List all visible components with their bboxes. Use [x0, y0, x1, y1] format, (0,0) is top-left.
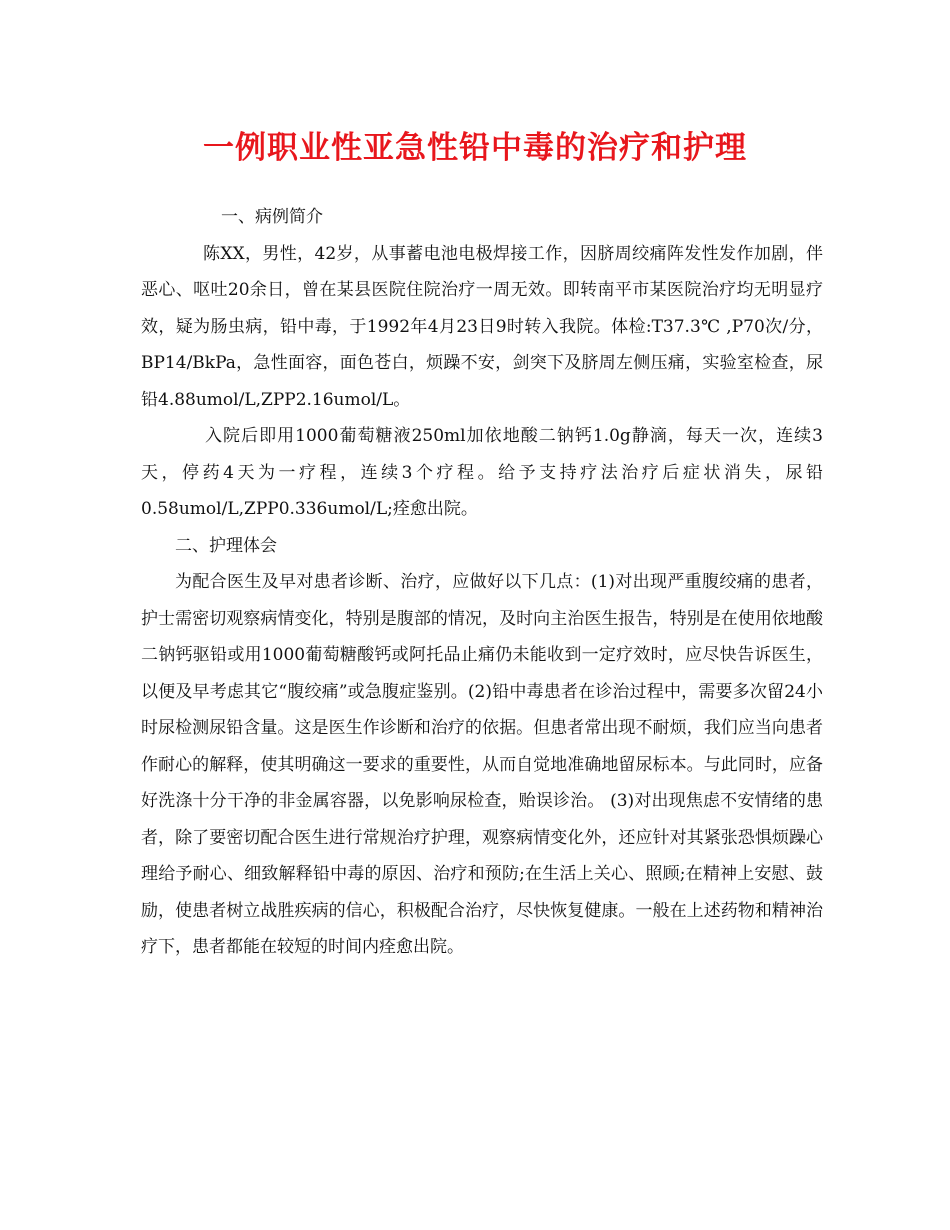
document-title: 一例职业性亚急性铅中毒的治疗和护理 — [203, 130, 747, 166]
treatment-paragraph: 入院后即用1000葡萄糖液250ml加依地酸二钠钙1.0g静滴，每天一次，连续3天，停药4天为一疗程，连续3个疗程。给予支持疗法治疗后症状消失，尿铅0.58umol/L,ZPP0.336umol/L;痊愈出院。 — [141, 426, 823, 519]
section-heading-case-summary: 一、病例简介 — [221, 207, 323, 227]
case-description-paragraph: 陈XX，男性，42岁，从事蓄电池电极焊接工作，因脐周绞痛阵发性发作加剧，伴恶心、呕吐20余日，曾在某县医院住院治疗一周无效。即转南平市某医院治疗均无明显疗效，疑为肠虫病，铅中毒，于1992年4月23日9时转入我院。体检:T37.3℃ ,P70次/分，BP14/BkPa，急性面容，面色苍白，烦躁不安，剑突下及脐周左侧压痛，实验室检查，尿铅4.88umol/L,ZPP2.16umol/L。 — [141, 243, 823, 410]
nursing-paragraph: 为配合医生及早对患者诊断、治疗，应做好以下几点：(1)对出现严重腹绞痛的患者，护士需密切观察病情变化，特别是腹部的情况，及时向主治医生报告，特别是在使用依地酸二钠钙驱铅或用1000葡萄糖酸钙或阿托品止痛仍未能收到一定疗效时，应尽快告诉医生，以便及早考虑其它“腹绞痛”或急腹症鉴别。(2)铅中毒患者在诊治过程中，需要多次留24小时尿检测尿铅含量。这是医生作诊断和治疗的依据。但患者常出现不耐烦，我们应当向患者作耐心的解释，使其明确这一要求的重要性，从而自觉地准确地留尿标本。与此同时，应备好洗涤十分干净的非金属容器，以免影响尿检查，贻误诊治。 (3)对出现焦虑不安情绪的患者，除了要密切配合医生进行常规治疗护理，观察病情变化外，还应针对其紧张恐惧烦躁心理给予耐心、细致解释铅中毒的原因、治疗和预防;在生活上关心、照顾;在精神上安慰、鼓励，使患者树立战胜疾病的信心，积极配合治疗，尽快恢复健康。一般在上述药物和精神治疗下，患者都能在较短的时间内痊愈出院。 — [141, 572, 823, 957]
document-body — [141, 199, 823, 966]
section-heading-nursing: 二、护理体会 — [175, 535, 277, 556]
